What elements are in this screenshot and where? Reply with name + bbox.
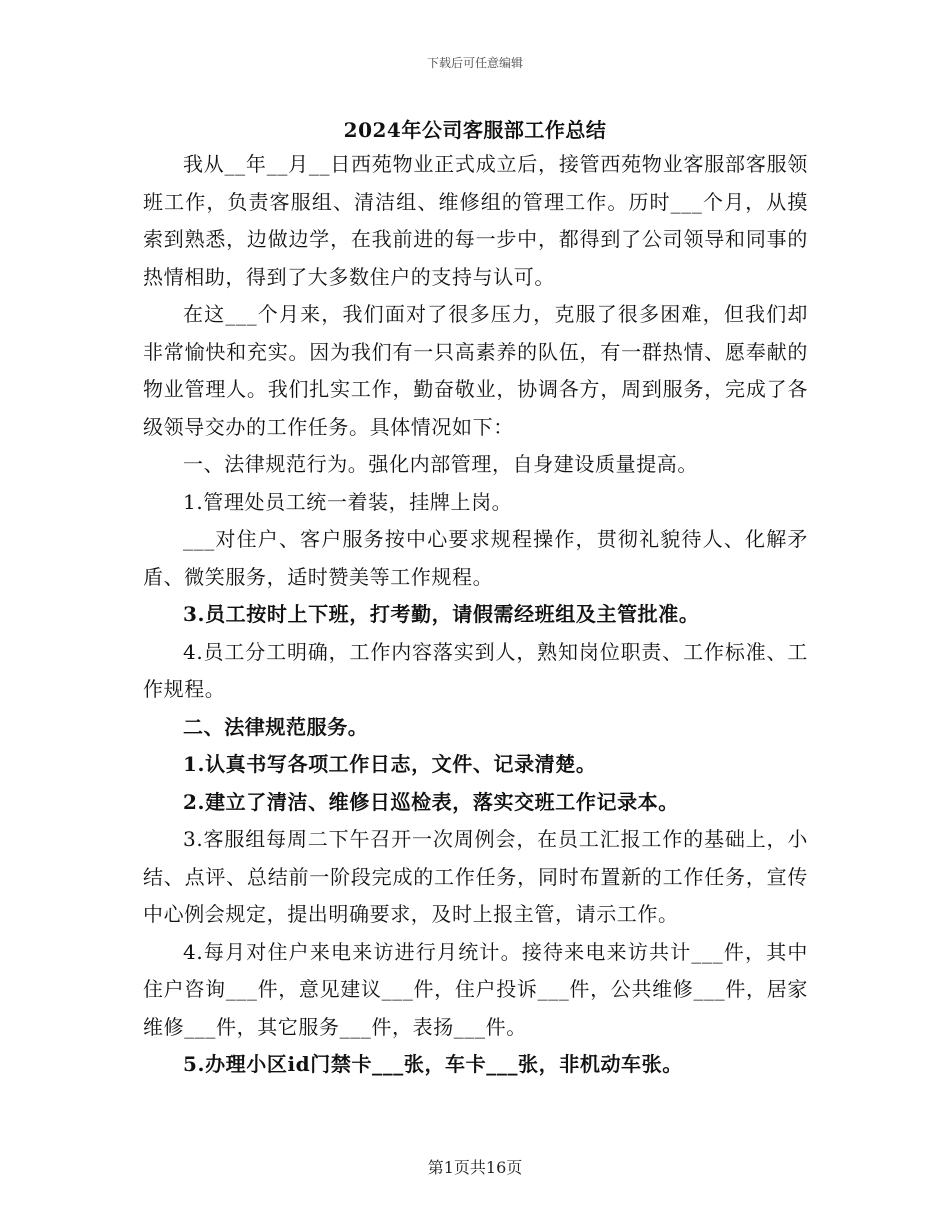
list-item: 3.客服组每周二下午召开一次周例会，在员工汇报工作的基础上，小结、点评、总结前一阶段完成的工作任务，同时布置新的工作任务，宣传中心例会规定，提出明确要求，及时上报主管，请示工作。 bbox=[143, 827, 808, 926]
document-title: 2024年公司客服部工作总结 bbox=[343, 118, 607, 142]
list-item: 1.认真书写各项工作日志，文件、记录清楚。 bbox=[183, 752, 597, 776]
list-item: 5.办理小区id门禁卡___张，车卡___张，非机动车张。 bbox=[183, 1052, 683, 1076]
list-item: ___对住户、客户服务按中心要求规程操作，贯彻礼貌待人、化解矛盾、微笑服务，适时赞美等工作规程。 bbox=[143, 527, 808, 589]
section-heading-two: 二、法律规范服务。 bbox=[183, 714, 369, 739]
header-note: 下载后可任意编辑 bbox=[426, 56, 523, 70]
paragraph-intro: 我从__年__月__日西苑物业正式成立后，接管西苑物业客服部客服领班工作，负责客服组、清洁组、维修组的管理工作。历时___个月，从摸索到熟悉，边做边学，在我前进的每一步中，都得到了公司领导和同事的热情相助，得到了大多数住户的支持与认可。 bbox=[143, 152, 808, 289]
document-body bbox=[143, 146, 808, 1084]
list-item: 4.每月对住户来电来访进行月统计。接待来电来访共计___件，其中住户咨询___件，意见建议___件，住户投诉___件，公共维修___件，居家维修___件，其它服务___件，表扬___件。 bbox=[143, 939, 808, 1039]
list-item: 2.建立了清洁、维修日巡检表，落实交班工作记录本。 bbox=[183, 789, 679, 814]
section-heading-one: 一、法律规范行为。强化内部管理，自身建设质量提高。 bbox=[183, 452, 698, 476]
page-number: 第1页共16页 bbox=[427, 1158, 523, 1177]
paragraph-summary: 在这___个月来，我们面对了很多压力，克服了很多困难，但我们却非常愉快和充实。因为我们有一只高素养的队伍，有一群热情、愿奉献的物业管理人。我们扎实工作，勤奋敬业，协调各方，周到服务，完成了各级领导交办的工作任务。具体情况如下： bbox=[143, 302, 808, 439]
list-item: 3.员工按时上下班，打考勤，请假需经班组及主管批准。 bbox=[183, 602, 700, 626]
list-item: 1.管理处员工统一着装，挂牌上岗。 bbox=[183, 489, 513, 514]
list-item: 4.员工分工明确，工作内容落实到人，熟知岗位职责、工作标准、工作规程。 bbox=[143, 639, 808, 701]
